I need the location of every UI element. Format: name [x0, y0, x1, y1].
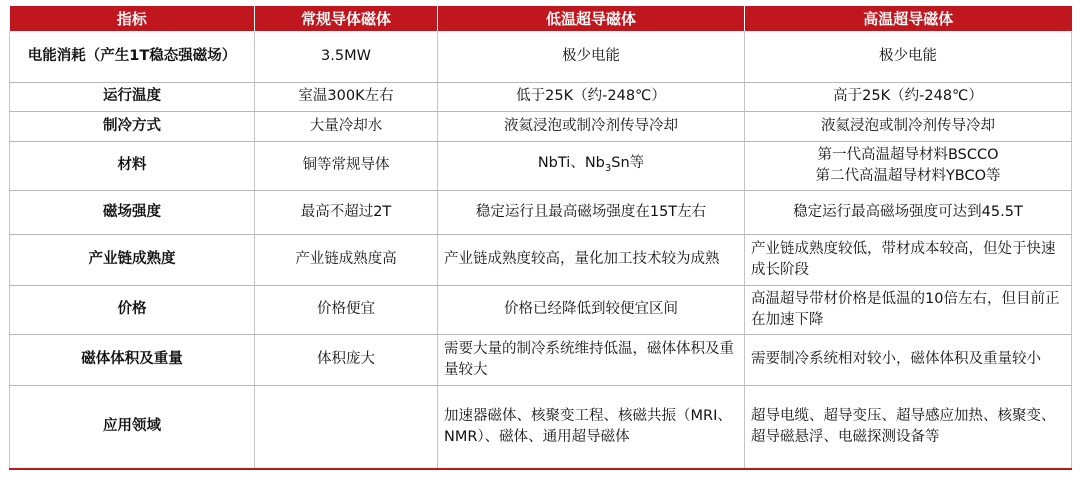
lts-material-part1: NbTi、Nb — [537, 154, 605, 171]
metric-field-strength: 磁场强度 — [10, 190, 255, 234]
cell-lts: 极少电能 — [438, 31, 745, 82]
metric-cooling-method: 制冷方式 — [10, 111, 255, 141]
hts-material-line1: 第一代高温超导材料BSCCO — [817, 146, 999, 163]
metric-material: 材料 — [10, 141, 255, 190]
cell-conventional: 最高不超过2T — [255, 190, 438, 234]
table-row — [10, 334, 1072, 385]
cell-lts: 加速器磁体、核聚变工程、核磁共振（MRI、NMR）、磁体、通用超导磁体 — [438, 385, 745, 469]
header-conventional-magnet: 常规导体磁体 — [255, 6, 438, 31]
cell-hts: 高温超导带材价格是低温的10倍左右，但目前正在加速下降 — [745, 285, 1072, 334]
cell-lts: 低于25K（约-248℃） — [438, 82, 745, 111]
cell-lts: 价格已经降低到较便宜区间 — [438, 285, 745, 334]
table-row — [10, 141, 1072, 190]
cell-hts: 高于25K（约-248℃） — [745, 82, 1072, 111]
hts-material-line2: 第二代高温超导材料YBCO等 — [815, 167, 1001, 184]
header-hts-magnet: 高温超导磁体 — [745, 6, 1072, 31]
cell-hts: 需要制冷系统相对较小，磁体体积及重量较小 — [745, 334, 1072, 385]
cell-conventional: 大量冷却水 — [255, 111, 438, 141]
cell-hts — [745, 141, 1072, 190]
table-row — [10, 82, 1072, 111]
cell-conventional: 3.5MW — [255, 31, 438, 82]
cell-lts: 液氦浸泡或制冷剂传导冷却 — [438, 111, 745, 141]
cell-hts: 稳定运行最高磁场强度可达到45.5T — [745, 190, 1072, 234]
cell-hts: 液氦浸泡或制冷剂传导冷却 — [745, 111, 1072, 141]
metric-operating-temperature: 运行温度 — [10, 82, 255, 111]
cell-lts: 稳定运行且最高磁场强度在15T左右 — [438, 190, 745, 234]
cell-conventional: 产业链成熟度高 — [255, 234, 438, 285]
header-lts-magnet: 低温超导磁体 — [438, 6, 745, 31]
header-metric: 指标 — [10, 6, 255, 31]
metric-volume-weight: 磁体体积及重量 — [10, 334, 255, 385]
lts-material-part2: Sn等 — [611, 154, 645, 171]
lts-material-subscript: 3 — [604, 162, 612, 174]
cell-lts: 产业链成熟度较高，量化加工技术较为成熟 — [438, 234, 745, 285]
table-row — [10, 234, 1072, 285]
metric-price: 价格 — [10, 285, 255, 334]
metric-applications: 应用领域 — [10, 385, 255, 469]
cell-conventional: 铜等常规导体 — [255, 141, 438, 190]
cell-lts: 需要大量的制冷系统维持低温，磁体体积及重量较大 — [438, 334, 745, 385]
comparison-table-container — [9, 6, 1071, 470]
cell-conventional — [255, 385, 438, 469]
table-row — [10, 285, 1072, 334]
table-row — [10, 31, 1072, 82]
cell-hts: 超导电缆、超导变压、超导感应加热、核聚变、超导磁悬浮、电磁探测设备等 — [745, 385, 1072, 469]
table-row — [10, 385, 1072, 469]
cell-hts: 极少电能 — [745, 31, 1072, 82]
table-row — [10, 190, 1072, 234]
cell-conventional: 价格便宜 — [255, 285, 438, 334]
cell-lts — [438, 141, 745, 190]
cell-conventional: 体积庞大 — [255, 334, 438, 385]
metric-industry-maturity: 产业链成熟度 — [10, 234, 255, 285]
comparison-table — [9, 6, 1072, 470]
table-row — [10, 111, 1072, 141]
cell-conventional: 室温300K左右 — [255, 82, 438, 111]
header-row — [10, 6, 1072, 31]
cell-hts: 产业链成熟度较低，带材成本较高，但处于快速成长阶段 — [745, 234, 1072, 285]
metric-power-consumption: 电能消耗（产生1T稳态强磁场） — [10, 31, 255, 82]
